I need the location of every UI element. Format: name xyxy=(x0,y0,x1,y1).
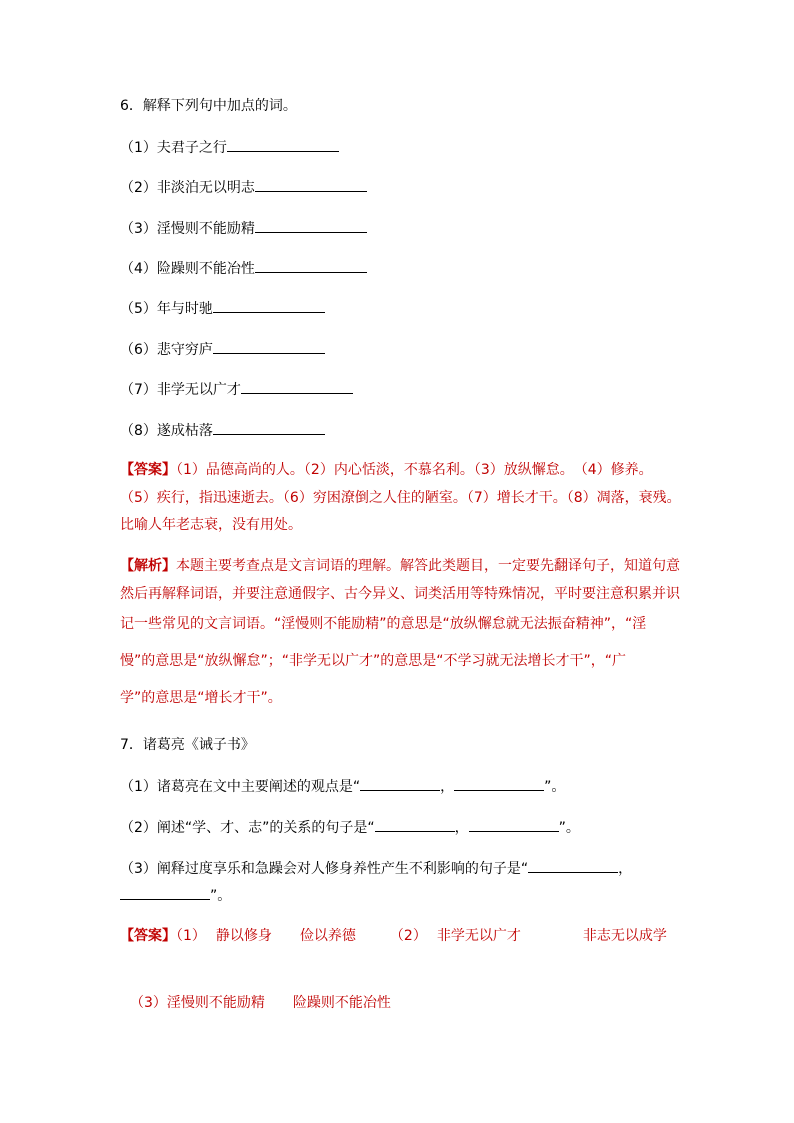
q6-item-2: （2）非淡泊无以明志 xyxy=(120,177,367,198)
answer-blank xyxy=(255,218,367,233)
q6-item-3: （3）淫慢则不能励精 xyxy=(120,218,367,239)
q6-item-8: （8）遂成枯落 xyxy=(120,420,325,441)
answer-blank xyxy=(120,885,210,900)
answer-blank xyxy=(213,420,325,435)
q6-answer-line-2: （5）疾行，指迅速逝去。（6）穷困潦倒之人住的陋室。（7）增长才干。（8）凋落，衰残。 xyxy=(120,490,681,506)
q7-prompt-1: （1）诸葛亮在文中主要阐述的观点是“ ， ”。 xyxy=(120,776,565,797)
answer-blank xyxy=(469,817,559,832)
answer-blank xyxy=(241,379,353,394)
q6-item-7: （7）非学无以广才 xyxy=(120,379,353,400)
answer-blank xyxy=(213,339,325,354)
q6-answer-line-1: 【答案】（1）品德高尚的人。（2）内心恬淡，不慕名利。（3）放纵懈怠。 （4）修养。 xyxy=(120,462,653,478)
q7-title: 7．诸葛亮《诫子书》 xyxy=(120,737,255,753)
answer-blank xyxy=(213,298,325,313)
q6-item-6: （6）悲守穷庐 xyxy=(120,339,325,360)
q6-analysis-line-4: 慢”的意思是“放纵懈怠”；“非学无以广才”的意思是“不学习就无法增长才干”，“广 xyxy=(120,653,627,669)
answer-blank xyxy=(454,776,544,791)
q6-title: 6．解释下列句中加点的词。 xyxy=(120,98,297,114)
q6-analysis-line-3: 记一些常见的文言词语。“淫慢则不能励精”的意思是“放纵懈怠就无法振奋精神”，“淫 xyxy=(120,616,647,632)
answer-tag: 【答案】 xyxy=(120,462,176,478)
answer-blank xyxy=(227,137,339,152)
q6-analysis-line-5: 学”的意思是“增长才干”。 xyxy=(120,690,282,706)
q6-item-4: （4）险躁则不能冶性 xyxy=(120,258,367,279)
q7-prompt-2: （2）阐述“学、才、志”的关系的句子是“ ， ”。 xyxy=(120,817,580,838)
answer-blank xyxy=(255,177,367,192)
q7-prompt-3: （3）阐释过度享乐和急躁会对人修身养性产生不利影响的句子是“ ， xyxy=(120,858,632,879)
analysis-tag: 【解析】 xyxy=(120,558,176,574)
q6-analysis-line-2: 然后再解释词语，并要注意通假字、古今异义、词类活用等特殊情况，平时要注意积累并识 xyxy=(120,586,680,602)
q6-answer-line-3: 比喻人年老志衰，没有用处。 xyxy=(120,517,302,533)
answer-blank xyxy=(375,817,455,832)
q7-answer-line-2: （3）淫慢则不能励精 险躁则不能冶性 xyxy=(130,995,391,1011)
answer-tag: 【答案】 xyxy=(120,928,176,944)
q6-item-1: （1）夫君子之行 xyxy=(120,137,339,158)
q7-prompt-3-cont: ”。 xyxy=(120,885,231,906)
q6-item-5: （5）年与时驰 xyxy=(120,298,325,319)
q6-analysis-line-1: 【解析】本题主要考查点是文言词语的理解。解答此类题目，一定要先翻译句子，知道句意 xyxy=(120,558,680,574)
q7-answer-line-1: 【答案】（1） 静以修身 俭以养德 （2） 非学无以广才 非志无以成学 xyxy=(120,928,667,944)
answer-blank xyxy=(360,776,440,791)
answer-blank xyxy=(528,858,618,873)
answer-blank xyxy=(255,258,367,273)
